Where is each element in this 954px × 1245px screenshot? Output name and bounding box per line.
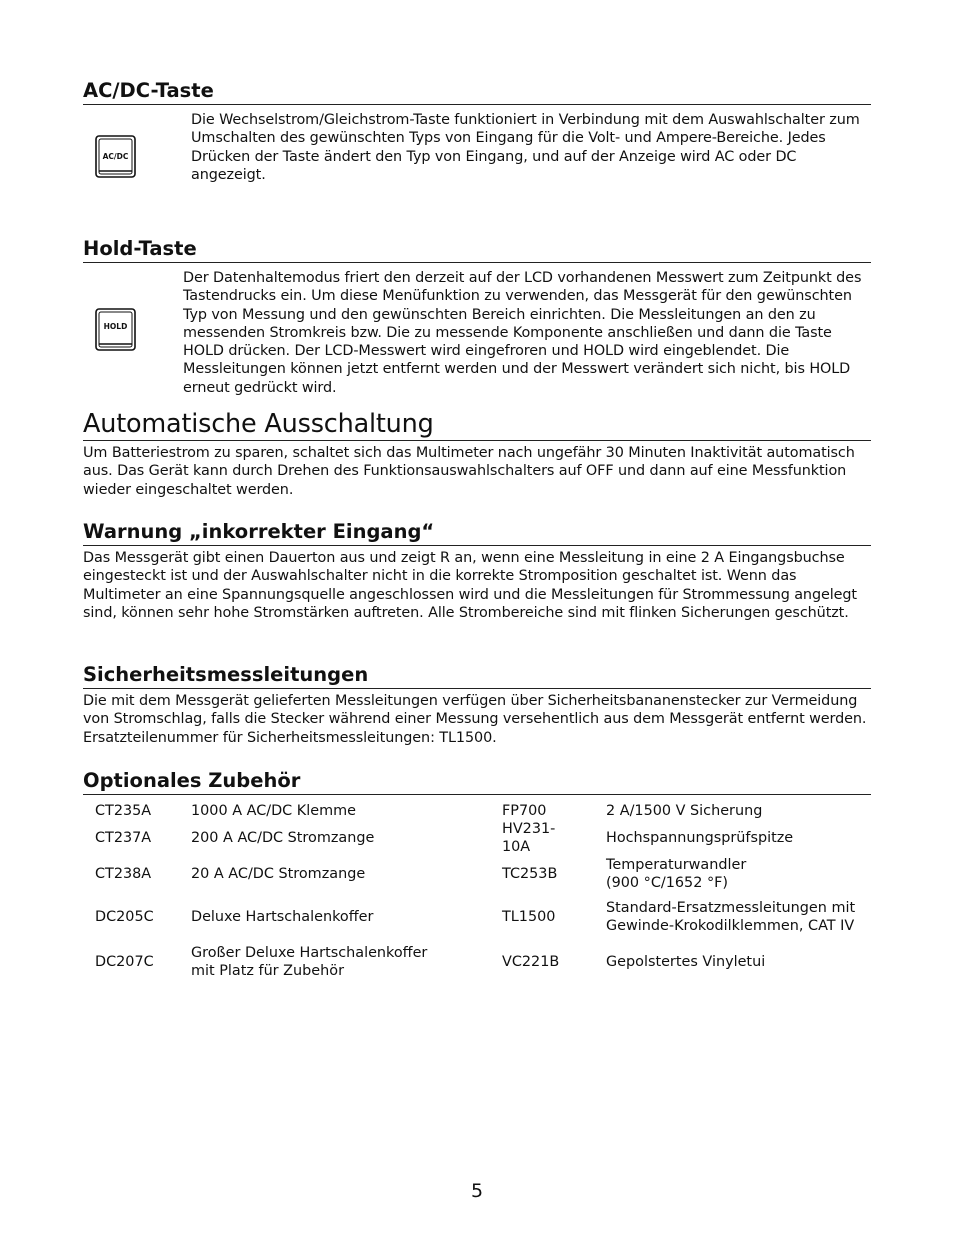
accessory-description: 20 A AC/DC Stromzange <box>191 866 366 882</box>
accessory-description: Standard-Ersatzmessleitungen mit Gewinde-Krokodilklemmen, CAT IV <box>606 900 856 934</box>
accessory-code: CT235A <box>95 803 152 819</box>
acdc-button-label: AC/DC <box>102 152 129 161</box>
accessory-code: HV231-10A <box>502 821 556 855</box>
section-warning <box>83 521 871 622</box>
accessory-description: Hochspannungsprüfspitze <box>606 830 794 846</box>
table-row <box>83 942 871 982</box>
table-row <box>83 802 871 820</box>
text-auto-off: Um Batteriestrom zu sparen, schaltet sich das Multimeter nach ungefähr 30 Minuten Inaktivität automatisch aus. Das Gerät kann durch Drehen des Funktionsauswahlschalters auf OFF und dann auf eine Messfunktion wieder eingeschaltet werden. <box>83 445 855 498</box>
accessory-code: FP700 <box>502 803 547 819</box>
accessory-code: TC253B <box>502 866 558 882</box>
accessory-description: 1000 A AC/DC Klemme <box>191 803 356 819</box>
section-hold <box>83 238 871 398</box>
text-hold: Der Datenhaltemodus friert den derzeit auf der LCD vorhandenen Messwert zum Zeitpunkt des Tastendrucks ein. Um diese Menüfunktion zu verwenden, das Messgerät für den gewünschten Typ von Messung und den gewünschten Bereich einrichten. Die Messleitungen an den zu messenden Stromkreis bzw. Die zu messende Komponente anschließen und dann die Taste HOLD drücken. Der LCD-Messwert wird eingefroren und HOLD wird eingeblendet. Die Messleitungen können jetzt entfernt werden und der Messwert verändert sich nicht, bis HOLD erneut gedrückt wird. <box>183 270 862 396</box>
heading-auto-off: Automatische Ausschaltung <box>83 409 871 441</box>
table-row <box>83 820 871 856</box>
heading-warning: Warnung „inkorrekter Eingang“ <box>83 521 871 546</box>
table-row <box>83 856 871 892</box>
accessory-description: Temperaturwandler (900 °C/1652 °F) <box>606 857 747 891</box>
accessory-code: VC221B <box>502 954 560 970</box>
accessory-description: 200 A AC/DC Stromzange <box>191 830 375 846</box>
text-warning: Das Messgerät gibt einen Dauerton aus und zeigt R an, wenn eine Messleitung in eine 2 A Eingangsbuchse eingesteckt ist und der Auswahlschalter nicht in die korrekte Stromposition geschaltet ist. Wenn das Multimeter an eine Spannungsquelle angeschlossen wird und die Messleitungen für Strommessung angelegt sind, können sehr hohe Stromstärken auftreten. Alle Strombereiche sind mit flinken Sicherungen geschützt. <box>83 550 857 621</box>
accessory-code: CT238A <box>95 866 152 882</box>
accessory-description: Deluxe Hartschalenkoffer <box>191 909 374 925</box>
page-number: 5 <box>470 1180 484 1202</box>
heading-leads: Sicherheitsmessleitungen <box>83 664 871 689</box>
accessory-code: DC205C <box>95 909 154 925</box>
heading-accessories: Optionales Zubehör <box>83 770 871 795</box>
hold-button-label: HOLD <box>103 322 128 331</box>
accessory-description: Großer Deluxe Hartschalenkoffer mit Platz für Zubehör <box>191 945 428 979</box>
heading-acdc: AC/DC-Taste <box>83 80 871 105</box>
accessory-code: TL1500 <box>502 909 556 925</box>
text-acdc: Die Wechselstrom/Gleichstrom-Taste funktioniert in Verbindung mit dem Auswahlschalter zum Umschalten des gewünschten Typs von Eingang für die Volt- und Ampere-Bereiche. Jedes Drücken der Taste ändert den Typ von Eingang, und auf der Anzeige wird AC oder DC angezeigt. <box>191 112 860 183</box>
heading-hold: Hold-Taste <box>83 238 871 263</box>
accessory-code: DC207C <box>95 954 154 970</box>
hold-button-icon <box>95 308 133 348</box>
acdc-button-icon <box>95 135 133 175</box>
section-auto-off <box>83 409 871 499</box>
section-accessories <box>83 770 871 982</box>
accessories-table <box>83 802 871 982</box>
text-leads: Die mit dem Messgerät gelieferten Messleitungen verfügen über Sicherheitsbananenstecker zur Vermeidung von Stromschlag, falls die Stecker während einer Messung versehentlich aus dem Messgerät entfernt werden. Ersatzteilenummer für Sicherheitsmessleitungen: TL1500. <box>83 693 867 746</box>
section-leads <box>83 664 871 747</box>
table-row <box>83 892 871 942</box>
accessory-code: CT237A <box>95 830 152 846</box>
section-acdc <box>83 80 871 205</box>
accessory-description: Gepolstertes Vinyletui <box>606 954 766 970</box>
accessory-description: 2 A/1500 V Sicherung <box>606 803 763 819</box>
